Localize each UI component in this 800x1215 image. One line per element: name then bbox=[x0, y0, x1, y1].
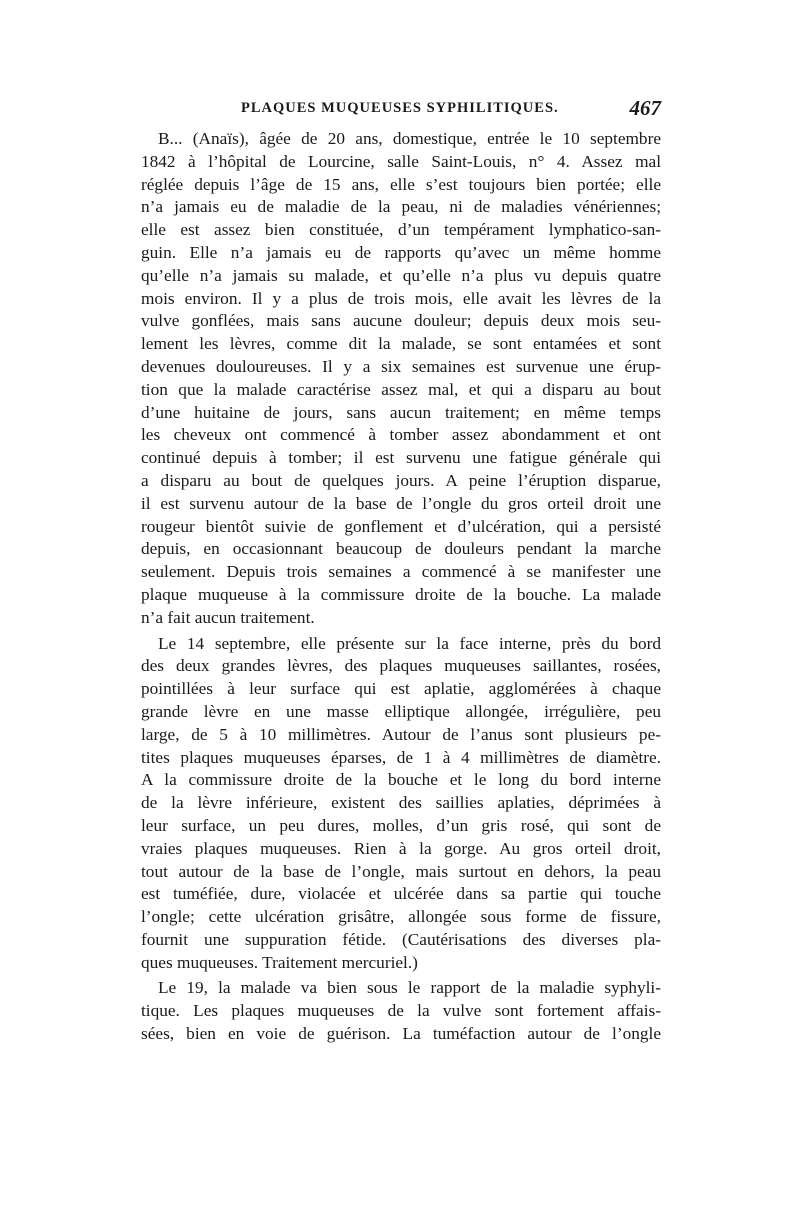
text-line: leur surface, un peu dures, molles, d’un gris rosé, qui sont de bbox=[141, 815, 661, 835]
text-line: qu’elle n’a jamais su malade, et qu’elle n’a plus vu depuis quatre bbox=[141, 265, 661, 285]
text-line: tites plaques muqueuses éparses, de 1 à 4 millimètres de diamètre. bbox=[141, 747, 661, 767]
paragraph-september-14 bbox=[141, 633, 661, 975]
page-number: 467 bbox=[629, 96, 661, 120]
text-line: sées, bien en voie de guérison. La tuméfaction autour de l’ongle bbox=[141, 1024, 661, 1044]
text-line: les cheveux ont commencé à tomber assez abondamment et ont bbox=[141, 425, 661, 445]
text-line: fournit une suppuration fétide. (Cautérisations des diverses pla- bbox=[141, 929, 661, 949]
text-line: ques muqueuses. Traitement mercuriel.) bbox=[141, 952, 418, 972]
text-line: devenues douloureuses. Il y a six semaines est survenue une érup- bbox=[141, 356, 661, 376]
text-line: depuis, en occasionnant beaucoup de douleurs pendant la marche bbox=[141, 539, 661, 559]
text-line: vulve gonflées, mais sans aucune douleur; depuis deux mois seu- bbox=[141, 311, 661, 331]
body-text bbox=[141, 128, 661, 1046]
running-head bbox=[141, 96, 661, 122]
text-line: vraies plaques muqueuses. Rien à la gorge. Au gros orteil droit, bbox=[141, 838, 661, 858]
text-line: grande lèvre en une masse elliptique allongée, irrégulière, peu bbox=[141, 701, 661, 721]
text-line: pointillées à leur surface qui est aplatie, agglomérées à chaque bbox=[141, 679, 661, 699]
text-line: réglée depuis l’âge de 15 ans, elle s’est toujours bien portée; elle bbox=[141, 174, 661, 194]
text-line: B... (Anaïs), âgée de 20 ans, domestique, entrée le 10 septembre bbox=[158, 129, 661, 148]
text-line: des deux grandes lèvres, des plaques muqueuses saillantes, rosées, bbox=[141, 656, 661, 676]
text-line: n’a jamais eu de maladie de la peau, ni de maladies vénériennes; bbox=[141, 197, 661, 217]
text-line: rougeur bientôt suivie de gonflement et d’ulcération, qui a persisté bbox=[141, 516, 661, 536]
text-line: continué depuis à tomber; il est survenu une fatigue générale qui bbox=[141, 448, 661, 468]
text-line: large, de 5 à 10 millimètres. Autour de l’anus sont plusieurs pe- bbox=[141, 724, 661, 744]
paragraph-september-19 bbox=[141, 977, 661, 1045]
text-line: guin. Elle n’a jamais eu de rapports qu’avec un même homme bbox=[141, 242, 661, 262]
text-line: seulement. Depuis trois semaines a commencé à se manifester une bbox=[141, 562, 661, 582]
text-line: elle est assez bien constituée, d’un tempérament lymphatico-san- bbox=[141, 220, 661, 240]
text-line: d’une huitaine de jours, sans aucun traitement; en même temps bbox=[141, 402, 661, 422]
text-line: est tuméfiée, dure, violacée et ulcérée dans sa partie qui touche bbox=[141, 884, 661, 904]
text-line: de la lèvre inférieure, existent des saillies aplaties, déprimées à bbox=[141, 793, 661, 813]
text-line: 1842 à l’hôpital de Lourcine, salle Saint-Louis, n° 4. Assez mal bbox=[141, 151, 661, 171]
text-line: Le 14 septembre, elle présente sur la face interne, près du bord bbox=[158, 633, 661, 653]
text-line: Le 19, la malade va bien sous le rapport de la maladie syphyli- bbox=[158, 978, 661, 998]
text-line: tion que la malade caractérise assez mal, et qui a disparu au bout bbox=[141, 379, 661, 399]
text-line: A la commissure droite de la bouche et le long du bord interne bbox=[141, 770, 661, 790]
text-line: lement les lèvres, comme dit la malade, se sont entamées et sont bbox=[141, 334, 661, 354]
text-line: mois environ. Il y a plus de trois mois, elle avait les lèvres de la bbox=[141, 288, 661, 308]
paragraph-case-history bbox=[141, 128, 661, 630]
text-line: l’ongle; cette ulcération grisâtre, allongée sous forme de fissure, bbox=[141, 907, 661, 927]
running-title: PLAQUES MUQUEUSES SYPHILITIQUES. bbox=[241, 100, 559, 116]
text-line: tique. Les plaques muqueuses de la vulve sont fortement affais- bbox=[141, 1001, 661, 1021]
text-line: plaque muqueuse à la commissure droite de la bouche. La malade bbox=[141, 584, 661, 604]
text-line: il est survenu autour de la base de l’ongle du gros orteil droit une bbox=[141, 493, 661, 513]
text-line: n’a fait aucun traitement. bbox=[141, 607, 315, 627]
text-line: a disparu au bout de quelques jours. A peine l’éruption disparue, bbox=[141, 470, 661, 490]
text-line: tout autour de la base de l’ongle, mais surtout en dehors, la peau bbox=[141, 861, 661, 881]
